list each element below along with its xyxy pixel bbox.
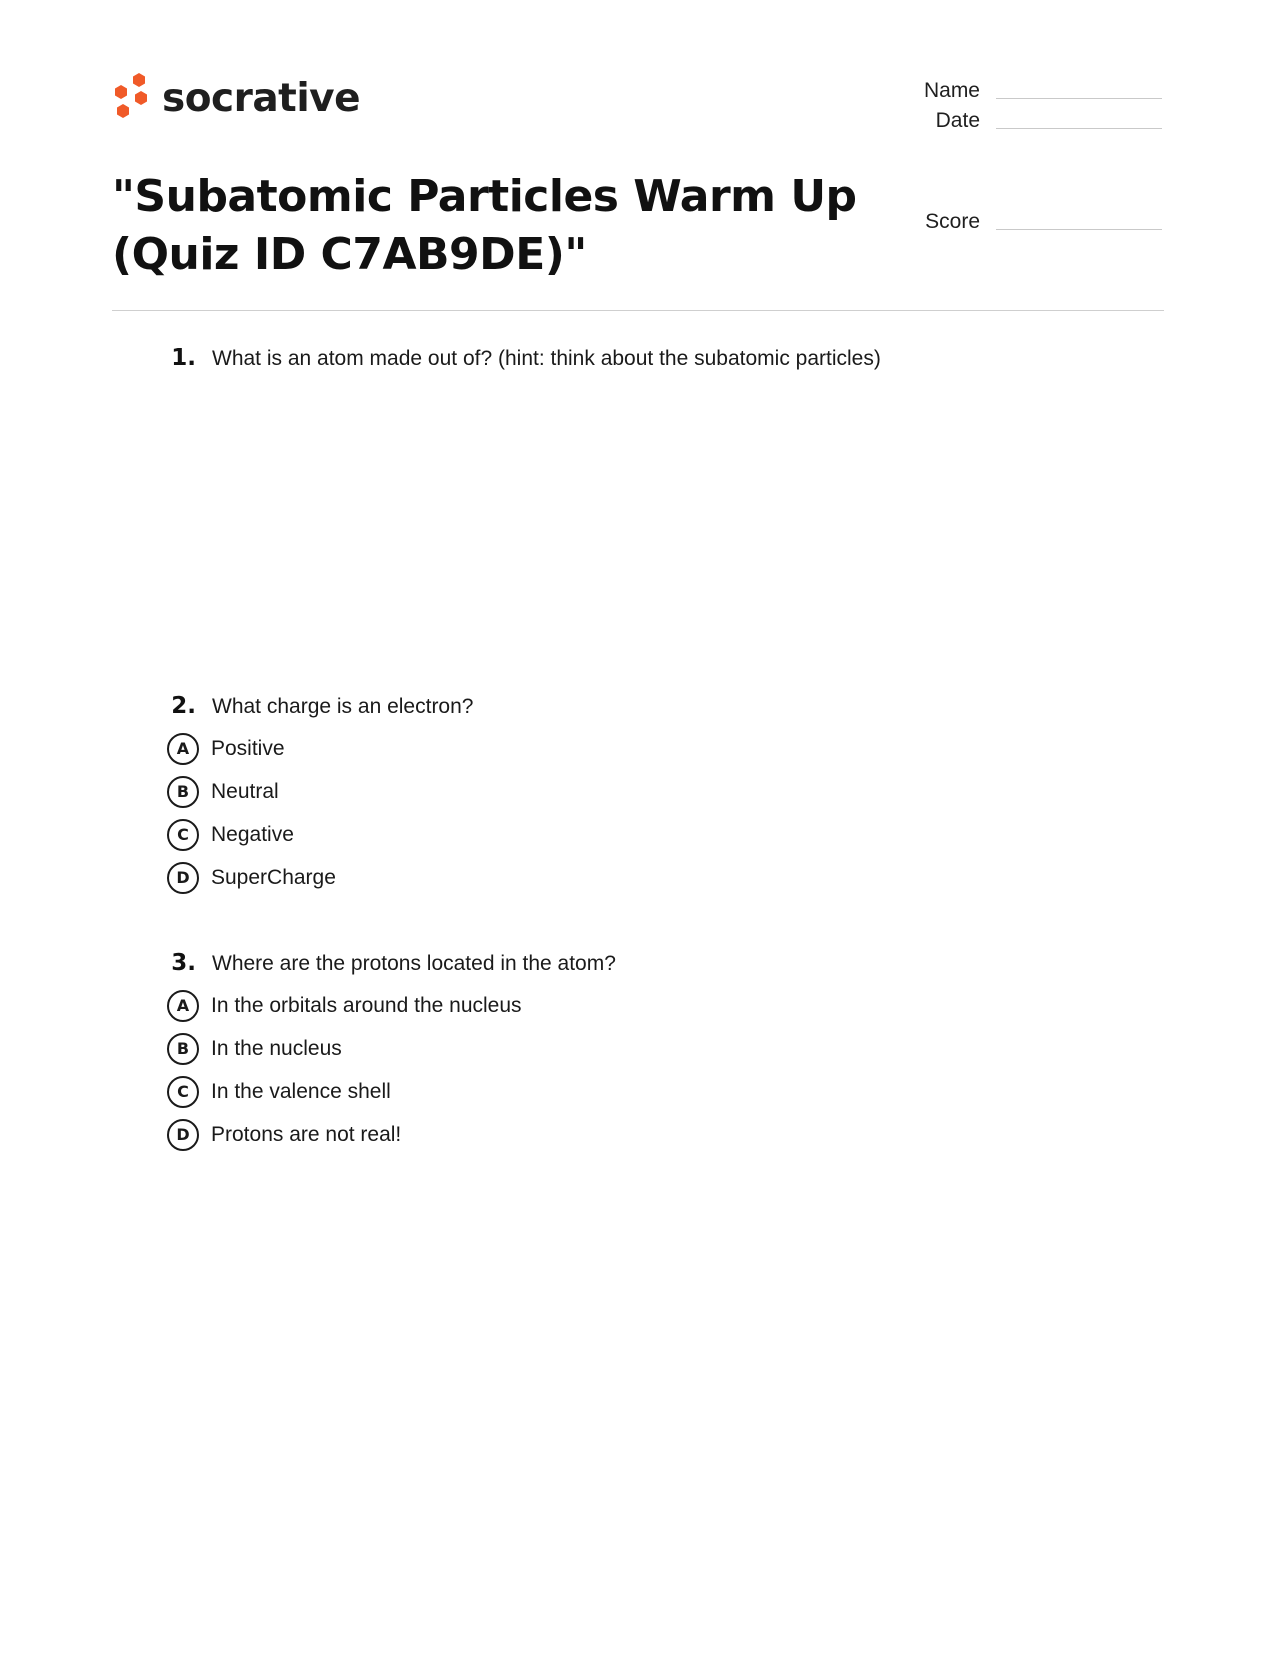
choice-a [160, 984, 1160, 1027]
choice-c [160, 1070, 1160, 1113]
choice-letter-circle: D [167, 1119, 199, 1151]
score-line [996, 228, 1162, 230]
choice-text: In the valence shell [211, 1079, 391, 1103]
choice-letter-circle: C [167, 819, 199, 851]
choice-text: Protons are not real! [211, 1122, 402, 1146]
quiz-title: "Subatomic Particles Warm Up (Quiz ID C7AB9DE)" [112, 171, 857, 280]
choice-c [160, 813, 1160, 856]
question-number: 3. [171, 950, 196, 976]
choice-letter-circle: B [167, 1033, 199, 1065]
choice-text: Positive [211, 736, 285, 760]
question-header [160, 345, 1160, 371]
choice-b [160, 1027, 1160, 1070]
question-number: 2. [171, 693, 196, 719]
name-label: Name [923, 79, 980, 102]
question-header [160, 693, 1160, 719]
question-number: 1. [171, 345, 196, 371]
date-label: Date [935, 109, 980, 132]
question-1 [160, 345, 1160, 371]
score-label: Score [925, 210, 980, 233]
question-text: What is an atom made out of? (hint: think about the subatomic particles) [212, 347, 881, 370]
question-text: Where are the protons located in the atom? [212, 952, 616, 975]
question-3 [160, 950, 1160, 1156]
choice-text: Negative [211, 822, 294, 846]
choice-letter-circle: D [167, 862, 199, 894]
choice-text: In the nucleus [211, 1036, 342, 1060]
choice-letter-circle: A [167, 990, 199, 1022]
name-field [880, 80, 1162, 101]
question-text: What charge is an electron? [212, 695, 474, 718]
choice-a [160, 727, 1160, 770]
logo-wordmark: socrative [162, 75, 361, 121]
date-field [880, 110, 1162, 131]
choice-list [160, 984, 1160, 1156]
choice-d [160, 1113, 1160, 1156]
choice-text: In the orbitals around the nucleus [211, 993, 522, 1017]
choice-letter-circle: A [167, 733, 199, 765]
choice-b [160, 770, 1160, 813]
choice-text: Neutral [211, 779, 279, 803]
hexagon-cluster-icon [112, 73, 150, 123]
socrative-logo [112, 72, 360, 124]
score-field [880, 211, 1162, 232]
choice-letter-circle: B [167, 776, 199, 808]
choice-text: SuperCharge [211, 865, 336, 889]
choice-d [160, 856, 1160, 899]
choice-list [160, 727, 1160, 899]
question-header [160, 950, 1160, 976]
name-line [996, 97, 1162, 99]
choice-letter-circle: C [167, 1076, 199, 1108]
question-2 [160, 693, 1160, 899]
header-divider [112, 310, 1164, 311]
date-line [996, 127, 1162, 129]
